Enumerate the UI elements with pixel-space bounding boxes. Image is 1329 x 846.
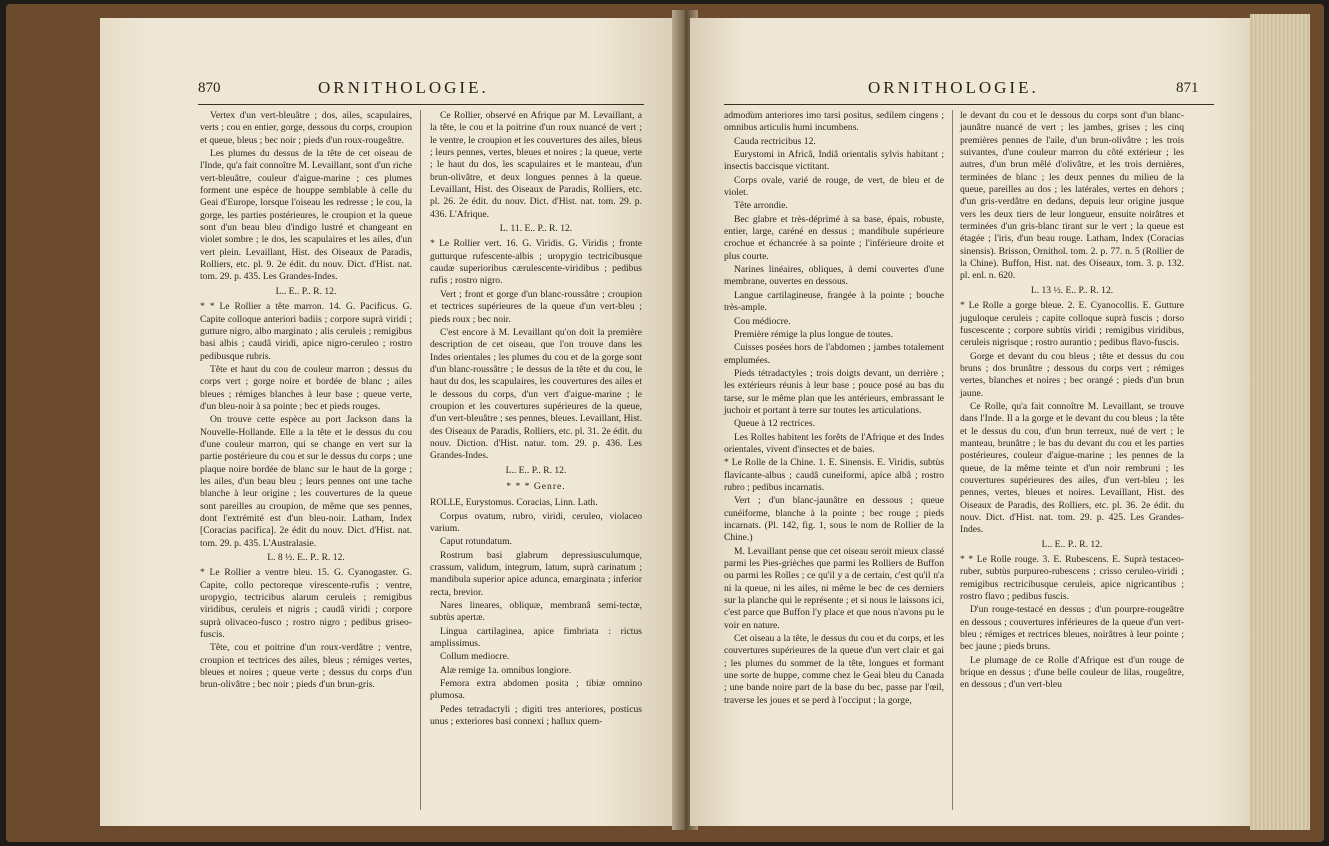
paragraph: Caput rotundatum. (440, 536, 512, 548)
running-head: ORNITHOLOGIE. (868, 78, 1039, 97)
entry-heading: * Le Rolle a gorge bleue. 2. E. Cyanocollis. E. Gutture juguloque ceruleis ; capite colloque suprà fuscis ; dorso fuscescente ; corpore subtùs viridi ; remigibus viridibus, ceruleis nigrisque ; rostro aurantio ; pedibus flavo-fuscis. (960, 300, 1184, 349)
paragraph: C'est encore à M. Levaillant qu'on doit la première description de cet oiseau, que l'on trouve dans les Indes orientales ; les plumes du cou et de la gorge sont d'un blanc-roussâtre ; le dessus de la tête et du cou, le haut du dos, les scapulaires, les couvertures des ailes et le dessous du corps, d'un vert d'aigue-marine ; le croupion et les couvertures supérieures de la queue, d'un vert-bleuâtre ; ses pennes, bleues. Levaillant, Hist. des Oiseaux de Paradis, Rolliers, etc. pl. 31. 2e édit. du nouv. Diction. d'Hist. natur. tom. 29. p. 436. Les Grandes-Indes. (430, 326, 642, 462)
measurement-line: L. 13 ½. E.. P.. R. 12. (1030, 284, 1114, 296)
entry-heading: * * Le Rollier a tête marron. 14. G. Pacificus. G. Capite colloque anteriori badiis ; corpore suprà viridi ; gutture nigro, albo marginato ; alis ceruleis ; remigibus basi albis ; caudâ viridi, apice nigro-ceruleo ; rostro pedibusque rubris. (200, 301, 412, 362)
measurement-line: L.. E.. P.. R. 12. (1041, 538, 1103, 550)
paragraph: Rostrum basi glabrum depressiusculumque, crassum, validum, integrum, latum, suprà carinatum ; mandibula superior apice adunca, emarginata ; inferior recta, brevior. (430, 549, 642, 598)
entry-heading: * Le Rollier a ventre bleu. 15. G. Cyanogaster. G. Capite, collo pectoreque virescente-rufis ; ventre, uropygio, tectricibus alarum ceruleis ; remigibus viridibus, ceruleis et nigris ; caudâ viridi ; corpore suprà olivaceo-fusco ; rostro nigro ; pedibus griseo-fuscis. (200, 567, 412, 641)
paragraph: Première rémige la plus longue de toutes. (734, 328, 894, 340)
page-edges (1250, 14, 1310, 830)
paragraph: Gorge et devant du cou bleus ; tête et dessus du cou bruns ; dos brunâtre ; dessous du corps vert ; rémiges vertes, blanches et noires ; bec orangé ; pieds d'un brun jaune. (960, 350, 1184, 399)
paragraph: Tête, cou et poitrine d'un roux-verdâtre ; ventre, croupion et tectrices des ailes, bleus ; rémiges vertes, bleues et noires ; queue verte ; dessus du corps d'un brun-olivâtre ; bec noir ; pieds d'un brun-gris. (200, 642, 412, 691)
genre-heading: * * * Genre. (506, 480, 566, 492)
paragraph: Cuisses posées hors de l'abdomen ; jambes totalement emplumées. (724, 342, 944, 366)
paragraph: Les Rolles habitent les forêts de l'Afrique et des Indes orientales, vivent d'insectes et de baies. (724, 431, 944, 455)
measurement-line: L.. E.. P.. R. 12. (275, 285, 337, 297)
paragraph: Cauda rectricibus 12. (734, 135, 816, 147)
paragraph: Vert ; d'un blanc-jaunâtre en dessous ; queue cunéiforme, blanche à la pointe ; bec rouge ; pieds incarnats. (Pl. 142, fig. 1, sous le nom de Rollier de la Chine.) (724, 495, 944, 544)
entry-heading: * * Le Rolle rouge. 3. E. Rubescens. E. Suprà testaceo-ruber, subtùs purpureo-rubescens ; crisso ceruleo-viridi ; remigibus rectricibusque ceruleis, apice nigricantibus ; rostro flavo ; pedibus fuscis. (960, 554, 1184, 603)
paragraph: Corpus ovatum, rubro, viridi, ceruleo, violaceo varium. (430, 510, 642, 534)
measurement-line: L. 11. E.. P.. R. 12. (499, 223, 573, 235)
right-header (690, 80, 1250, 102)
paragraph: Pieds tétradactyles ; trois doigts devant, un derrière ; les extérieurs réunis à leur base ; pouce posé au bas du tarse, sur le même plan que les antérieurs, embrassant le juchoir et portant à terre sur toutes les articulations. (724, 367, 944, 416)
paragraph: D'un rouge-testacé en dessus ; d'un pourpre-rougeâtre en dessous ; couvertures inférieures de la queue d'un vert-bleu ; rémiges et rectrices bleues, noirâtres à leur pointe ; bec jaune ; pieds bruns. (960, 604, 1184, 653)
column-right-1 (724, 110, 944, 708)
running-head: ORNITHOLOGIE. (318, 78, 489, 97)
paragraph: On trouve cette espèce au port Jackson dans la Nouvelle-Hollande. Elle a la tête et le dessus du cou d'une couleur marron, qui se change en vert sur la partie postérieure du cou et sur le dessus du corps ; une plaque noire bordée de blanc sur le haut de la gorge ; les ailes, d'un beau bleu ; leurs pennes ont une tache blanche à leur origine ; les couvertures de la queue sont pareilles au croupion, de même que ses pennes, dont l'extrémité est d'un bleu-noir. Latham, Index [Coracias pacifica]. 2e édit du nouv. Dict. d'Hist. nat. tom. 29. p. 435. L'Australasie. (200, 414, 412, 549)
header-rule (724, 104, 1214, 105)
column-left-2 (430, 110, 642, 730)
column-divider (420, 110, 421, 810)
paragraph: Femora extra abdomen posita ; tibiæ omnino plumosa. (430, 678, 642, 702)
entry-heading: * Le Rollier vert. 16. G. Viridis. G. Viridis ; fronte gutturque rufescente-albis ; uropygio tectricibusque caudæ superioribus cærulescente-viridibus ; pedibus rufis ; rostro nigro. (430, 238, 642, 287)
left-header (100, 80, 680, 102)
column-right-2 (960, 110, 1184, 693)
paragraph: Vert ; front et gorge d'un blanc-roussâtre ; croupion et tectrices supérieures de la queue d'un vert-bleu ; pieds roux ; bec noir. (430, 288, 642, 325)
paragraph: Cet oiseau a la tête, le dessus du cou et du corps, et les couvertures supérieures de la queue d'un vert clair et gai ; les plumes du sommet de la tête, longues et formant une sorte de huppe, comme chez le Geai bleu du Canada ; une bande noire part de la base du bec, passe par l'œil, traverse les joues et se perd à l'occiput ; la gorge, (724, 633, 944, 706)
paragraph: Collum mediocre. (440, 651, 510, 663)
paragraph: Pedes tetradactyli ; digiti tres anteriores, posticus unus ; exteriores basi connexi ; hallux quem- (430, 703, 642, 728)
measurement-line: L.. E.. P.. R. 12. (505, 464, 567, 476)
left-page (100, 18, 680, 826)
header-rule (198, 104, 644, 105)
paragraph: Ce Rolle, qu'a fait connoître M. Levaillant, se trouve dans l'Inde. Il a la gorge et le devant du cou bleus ; la tête et le dessus du cou, d'un brun terreux, nué de vert ; le manteau, brunâtre ; le bas du devant du cou et les parties postérieures, couleur d'aigue-marine ; les pennes de la queue, de la même teinte et d'un noir rembruni ; les couvertures supérieures des ailes, d'un vert-bleu ; les pennes, vertes, bleues et noires. Levaillant, Hist. des Oiseaux de Paradis, des Rolliers, etc. pl. 36. 2e édit. du nouv. Dict. d'Hist. nat. tom. 29. p. 425. Les Grandes-Indes. (960, 400, 1184, 536)
paragraph: Les plumes du dessus de la tête de cet oiseau de l'Inde, qu'a fait connoître M. Levaillant, sont d'un riche vert-bleuâtre, couleur d'aigue-marine ; ces plumes forment une espèce de houppe semblable à celle du Geai d'Europe, lorsque l'oiseau les redresse ; le cou, la gorge, les parties postérieures, le croupion et la queue sont d'un beau bleu d'indigo lustré et changeant en violet sombre ; le dos, les scapulaires et les ailes, d'un vert plein. Levaillant, Hist. des Oiseaux de Paradis, Rolliers, etc. pl. 9. 2e édit. du nouv. Dict. d'Hist. nat. tom. 29. p. 435. Les Grandes-Indes. (200, 148, 412, 283)
entry-heading: * Le Rolle de la Chine. 1. E. Sinensis. E. Viridis, subtùs flavicante-albus ; caudâ cuneiformi, apice albâ ; rostro rubro ; pedibus incarnatis. (724, 457, 944, 493)
paragraph: Tête et haut du cou de couleur marron ; dessus du corps vert ; gorge noire et bordée de blanc ; ailes bleues ; rémiges blanches à leur base ; queue verte, d'un bleu-noir à sa pointe ; bec et pieds rouges. (200, 363, 412, 412)
paragraph: Tête arrondie. (734, 200, 788, 212)
column-left-1 (200, 110, 412, 693)
paragraph: Alæ remige 1a. omnibus longiore. (440, 664, 572, 676)
measurement-line: L. 8 ½. E.. P.. R. 12. (267, 552, 345, 564)
entry-heading: ROLLE, Eurystomus. Coracias, Linn. Lath. (430, 497, 598, 509)
paragraph: Ce Rollier, observé en Afrique par M. Levaillant, a la tête, le cou et la poitrine d'un roux nuancé de vert ; le ventre, le croupion et les couvertures des ailes, bleus ; leurs pennes, vertes, bleues et noires ; la queue, verte ; le haut du dos, les scapulaires et le manteau, d'un brun-olivâtre, et deux longues pennes à la queue. Levaillant, Hist. des Oiseaux de Paradis, Rolliers, etc. pl. 26. 2e édit. du nouv. Dict. d'Hist. nat. tom. 29. p. 436. L'Afrique. (430, 110, 642, 220)
paragraph: Queue à 12 rectrices. (734, 418, 815, 430)
right-page (690, 18, 1250, 826)
paragraph: Le plumage de ce Rolle d'Afrique est d'un rouge de brique en dessus ; d'une belle couleur de lilas, rougeâtre, en dessous ; d'un vert-bleu (960, 654, 1184, 691)
paragraph: M. Levaillant pense que cet oiseau seroit mieux classé parmi les Pies-grièches que parmi les Rolliers de Buffon ou parmi les Rolles ; ce qu'il y a de certain, c'est qu'il n'a ni la queue, ni les ailes, ni même le bec de ces derniers sur la planche qui le représente ; et si nous le laissons ici, c'est parce que Buffon l'y place et que nous n'avons pu le voir en nature. (724, 545, 944, 631)
paragraph: admodùm anteriores imo tarsi positus, sedilem cingens ; omnibus articulis humi incumbens. (724, 110, 944, 134)
column-divider (952, 110, 953, 810)
paragraph: Lingua cartilaginea, apice fimbriata : rictus amplissimus. (430, 625, 642, 650)
page-number: 871 (1176, 80, 1199, 96)
paragraph: Corps ovale, varié de rouge, de vert, de bleu et de violet. (724, 174, 944, 199)
paragraph: Nares lineares, obliquæ, membranâ semi-tectæ, subtùs apertæ. (430, 600, 642, 624)
page-number: 870 (198, 80, 221, 96)
paragraph: Bec glabre et très-déprimé à sa base, épais, robuste, entier, large, caréné en dessus ; mandibule supérieure crochue et échancrée à sa pointe ; l'inférieure droite et plus courte. (724, 213, 944, 262)
paragraph: Cou médiocre. (734, 315, 791, 327)
paragraph: Langue cartilagineuse, frangée à la pointe ; bouche très-ample. (724, 289, 944, 314)
paragraph: le devant du cou et le dessous du corps sont d'un blanc-jaunâtre nuancé de vert ; les jambes, grises ; les cinq premières pennes de l'aile, d'un brun-olivâtre ; les trois suivantes, d'une couleur marron du côté extérieur ; les autres, d'un brun mêlé d'olivâtre, et les trois dernières, terminées de blanc ; les deux pennes du milieu de la queue, pareilles au dos ; les latérales, vertes en dehors ; d'un gris-verdâtre en dedans, depuis leur origine jusque vers les deux tiers de leur longueur, ensuite noirâtres et terminées d'un gris-blanc tirant sur le vert ; la queue est étagée ; l'iris, d'un beau rouge. Latham, Index (Coracias sinensis). Brisson, Ornithol. tom. 2. p. 77. n. 5 (Rollier de la Chine). Buffon, Hist. nat. des Oiseaux, tom. 3. p. 132. pl. enl. n. 620. (960, 110, 1184, 282)
paragraph: Narines linéaires, obliques, à demi couvertes d'une membrane, ouvertes en dessous. (724, 264, 944, 288)
paragraph: Vertex d'un vert-bleuâtre ; dos, ailes, scapulaires, verts ; cou en entier, gorge, dessous du corps, croupion et queue, bleus ; bec noir ; pieds d'un roux-rougeâtre. (200, 110, 412, 146)
paragraph: Eurystomi in Africâ, Indiâ orientalis sylvis habitant ; insectis baccisque victitant. (724, 149, 944, 173)
